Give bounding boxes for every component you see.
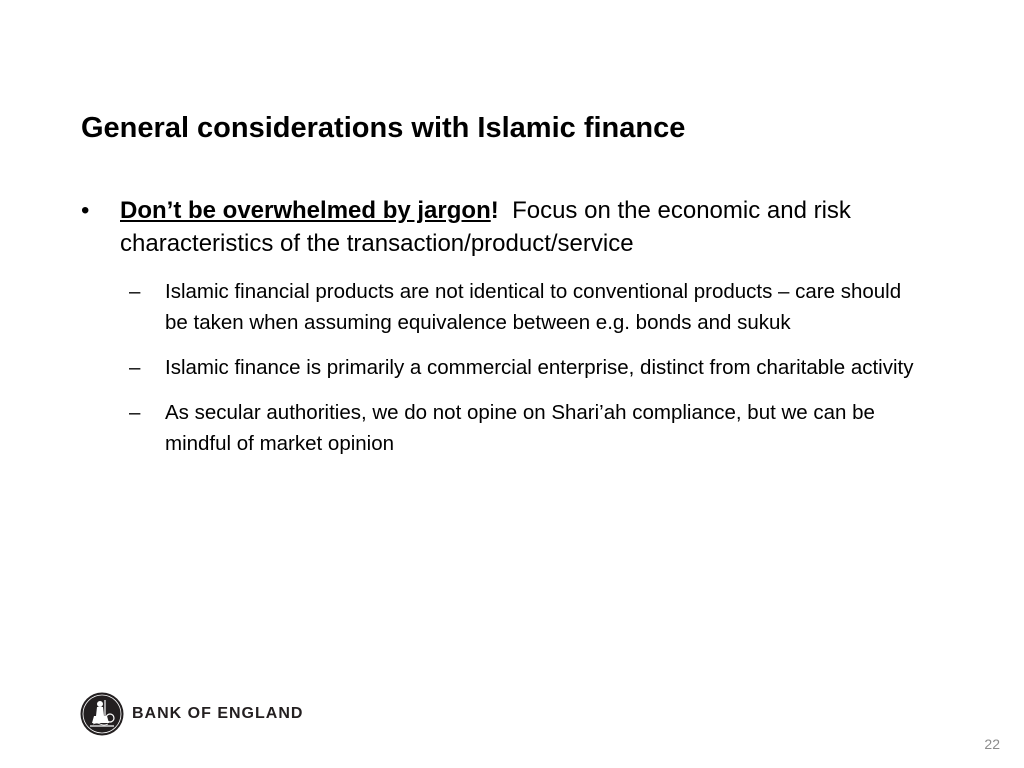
- britannia-seal-icon: [80, 692, 124, 736]
- bullet-marker: •: [81, 197, 90, 224]
- slide-title: General considerations with Islamic finance: [81, 112, 686, 144]
- sub-bullet-dash: –: [129, 401, 141, 424]
- sub-bullet-item: [129, 276, 929, 338]
- page-number: 22: [984, 736, 1000, 752]
- sub-bullet-list: [129, 276, 929, 459]
- sub-bullet-item: [129, 397, 929, 459]
- main-bullet: [81, 194, 951, 260]
- sub-bullet-text: Islamic financial products are not identical to conventional products – care should be taken when assuming equivalence between e.g. bonds and sukuk: [165, 280, 902, 334]
- sub-bullet-dash: –: [129, 356, 141, 379]
- sub-bullet-text: Islamic finance is primarily a commercial enterprise, distinct from charitable activity: [165, 356, 914, 379]
- main-bullet-body: [120, 194, 951, 260]
- logo-text: BANK OF ENGLAND: [132, 705, 304, 722]
- sub-bullet-text: As secular authorities, we do not opine on Shari’ah compliance, but we can be mindful of market opinion: [165, 401, 875, 455]
- sub-bullet-item: [129, 352, 929, 383]
- sub-bullet-dash: –: [129, 280, 141, 303]
- bullet-emphasis-exclamation: !: [490, 197, 499, 224]
- bullet-emphasis: Don’t be overwhelmed by jargon: [120, 197, 491, 224]
- bullet-text: Focus on the economic and risk characteristics of the transaction/product/service: [120, 197, 851, 257]
- bank-of-england-logo: [80, 692, 303, 736]
